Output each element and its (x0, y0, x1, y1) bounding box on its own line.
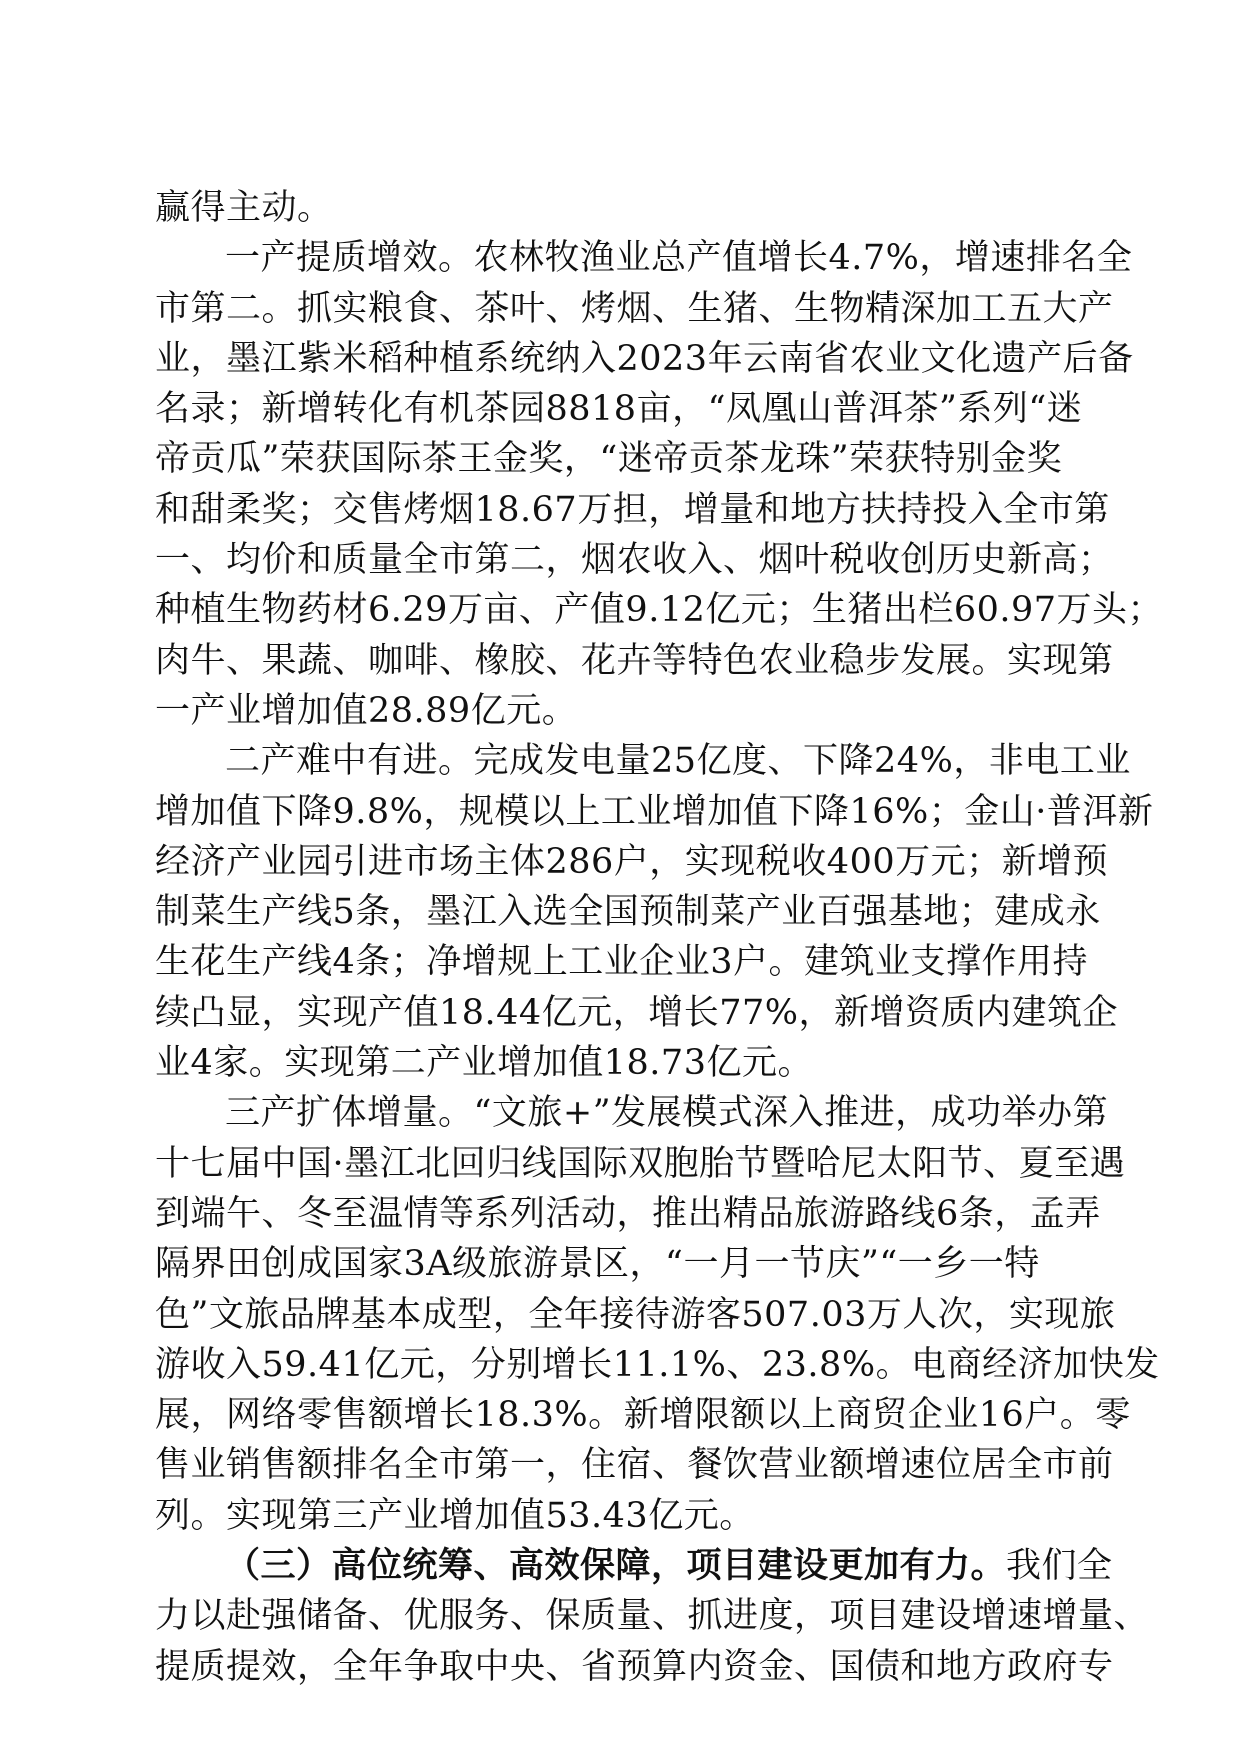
paragraph-primary-industry: 一产提质增效。农林牧渔业总产值增长4.7%，增速排名全 (225, 238, 1133, 279)
text-line: 到端午、冬至温情等系列活动，推出精品旅游路线6条，孟弄 (155, 1193, 1101, 1234)
text-line: 生花生产线4条；净增规上工业企业3户。建筑业支撑作用持 (155, 942, 1089, 983)
text-line: 展，网络零售额增长18.3%。新增限额以上商贸企业16户。零 (155, 1395, 1131, 1436)
text-line: 种植生物药材6.29万亩、产值9.12亿元；生猪出栏60.97万头； (155, 590, 1164, 631)
text-line: 业4家。实现第二产业增加值18.73亿元。 (155, 1043, 813, 1084)
section-heading-line (155, 1541, 1113, 1591)
text-line: 肉牛、果蔬、咖啡、橡胶、花卉等特色农业稳步发展。实现第 (155, 640, 1114, 681)
text-line: 游收入59.41亿元，分别增长11.1%、23.8%。电商经济加快发 (155, 1344, 1160, 1385)
text-line: 提质提效，全年争取中央、省预算内资金、国债和地方政府专 (155, 1646, 1114, 1687)
text-line: 一、均价和质量全市第二，烟农收入、烟叶税收创历史新高； (155, 540, 1114, 581)
text-line: 经济产业园引进市场主体286户，实现税收400万元；新增预 (155, 841, 1109, 882)
text-line: 名录；新增转化有机茶园8818亩，“凤凰山普洱茶”系列“迷 (155, 389, 1083, 430)
document-body (155, 183, 1164, 1692)
text-line: 业，墨江紫米稻种植系统纳入2023年云南省农业文化遗产后备 (155, 338, 1134, 379)
text-line: 力以赴强储备、优服务、保质量、抓进度，项目建设增速增量、 (155, 1596, 1150, 1637)
text-line: 增加值下降9.8%，规模以上工业增加值下降16%；金山·普洱新 (155, 791, 1154, 832)
section-heading: （三）高位统筹、高效保障，项目建设更加有力。 (225, 1545, 1007, 1587)
paragraph-tertiary-industry: 三产扩体增量。“文旅+”发展模式深入推进，成功举办第 (225, 1093, 1109, 1134)
text-line: 赢得主动。 (155, 188, 333, 228)
text-line: 隔界田创成国家3A级旅游景区，“一月一节庆”“一乡一特 (155, 1244, 1040, 1285)
text-line: 续凸显，实现产值18.44亿元，增长77%，新增资质内建筑企 (155, 992, 1118, 1033)
text-line: 帝贡瓜”荣获国际茶王金奖，“迷帝贡茶龙珠”荣获特别金奖 (155, 439, 1063, 480)
text-line: 十七届中国·墨江北回归线国际双胞胎节暨哈尼太阳节、夏至遇 (155, 1143, 1126, 1184)
text-line: 色”文旅品牌基本成型，全年接待游客507.03万人次，实现旅 (155, 1294, 1116, 1335)
text-line: 和甜柔奖；交售烤烟18.67万担，增量和地方扶持投入全市第 (155, 489, 1110, 530)
text-line: 一产业增加值28.89亿元。 (155, 690, 578, 731)
text-line: 市第二。抓实粮食、茶叶、烤烟、生猪、生物精深加工五大产 (155, 288, 1114, 329)
text-line: 售业销售额排名全市第一，住宿、餐饮营业额增速位居全市前 (155, 1445, 1114, 1486)
paragraph-secondary-industry: 二产难中有进。完成发电量25亿度、下降24%，非电工业 (225, 741, 1131, 782)
text-line: 列。实现第三产业增加值53.43亿元。 (155, 1495, 755, 1536)
section-heading-continuation: 我们全 (1006, 1546, 1113, 1587)
text-line: 制菜生产线5条，墨江入选全国预制菜产业百强基地；建成永 (155, 892, 1101, 933)
